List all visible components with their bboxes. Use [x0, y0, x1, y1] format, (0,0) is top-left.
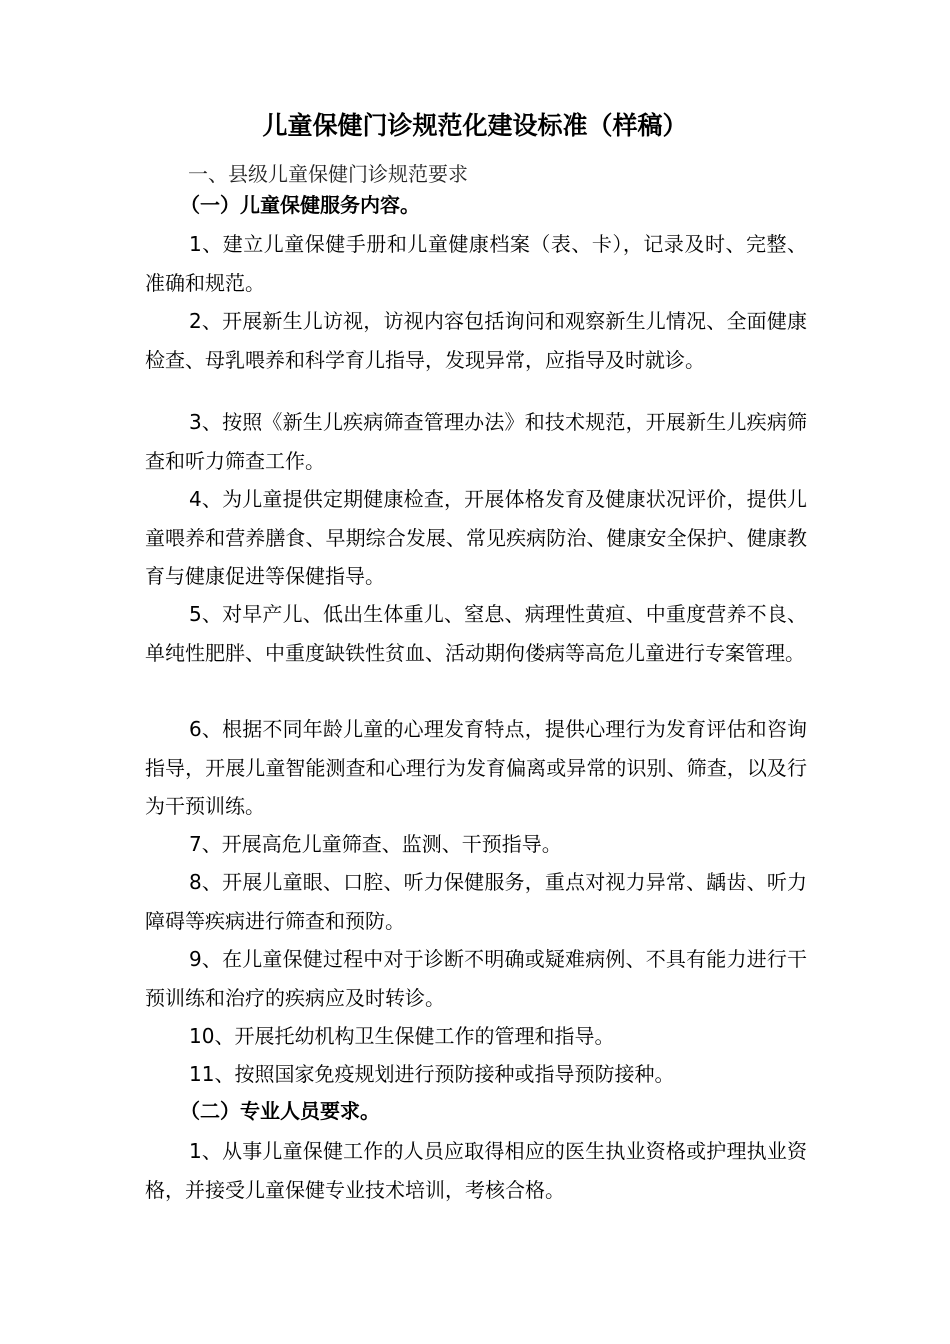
- paragraph-item-2: 2、开展新生儿访视，访视内容包括询问和观察新生儿情况、全面健康检查、母乳喂养和科学育儿指导，发现异常，应指导及时就诊。: [145, 309, 807, 372]
- section-heading: 一、县级儿童保健门诊规范要求: [188, 162, 468, 186]
- subsection-heading-staff: （二）专业人员要求。: [180, 1099, 380, 1123]
- document-title: 儿童保健门诊规范化建设标准（样稿）: [262, 111, 688, 140]
- paragraph-staff-item-1: 1、从事儿童保健工作的人员应取得相应的医生执业资格或护理执业资格，并接受儿童保健专业技术培训，考核合格。: [145, 1139, 807, 1202]
- paragraph-item-5: 5、对早产儿、低出生体重儿、窒息、病理性黄疸、中重度营养不良、单纯性肥胖、中重度缺铁性贫血、活动期佝偻病等高危儿童进行专案管理。: [145, 602, 807, 665]
- paragraph-item-4: 4、为儿童提供定期健康检查，开展体格发育及健康状况评价，提供儿童喂养和营养膳食、早期综合发展、常见疾病防治、健康安全保护、健康教育与健康促进等保健指导。: [145, 487, 807, 588]
- paragraph-item-11: 11、按照国家免疫规划进行预防接种或指导预防接种。: [189, 1062, 675, 1086]
- paragraph-item-10: 10、开展托幼机构卫生保健工作的管理和指导。: [189, 1024, 615, 1048]
- paragraph-item-7: 7、开展高危儿童筛查、监测、干预指导。: [189, 832, 562, 856]
- paragraph-item-3: 3、按照《新生儿疾病筛查管理办法》和技术规范，开展新生儿疾病筛查和听力筛查工作。: [145, 410, 807, 473]
- paragraph-item-1: 1、建立儿童保健手册和儿童健康档案（表、卡），记录及时、完整、准确和规范。: [145, 232, 807, 295]
- paragraph-item-6: 6、根据不同年龄儿童的心理发育特点，提供心理行为发育评估和咨询指导，开展儿童智能测查和心理行为发育偏离或异常的识别、筛查，以及行为干预训练。: [145, 717, 807, 818]
- paragraph-item-8: 8、开展儿童眼、口腔、听力保健服务，重点对视力异常、龋齿、听力障碍等疾病进行筛查和预防。: [145, 870, 807, 933]
- subsection-heading-services: （一）儿童保健服务内容。: [180, 193, 420, 217]
- paragraph-item-9: 9、在儿童保健过程中对于诊断不明确或疑难病例、不具有能力进行干预训练和治疗的疾病应及时转诊。: [145, 947, 807, 1010]
